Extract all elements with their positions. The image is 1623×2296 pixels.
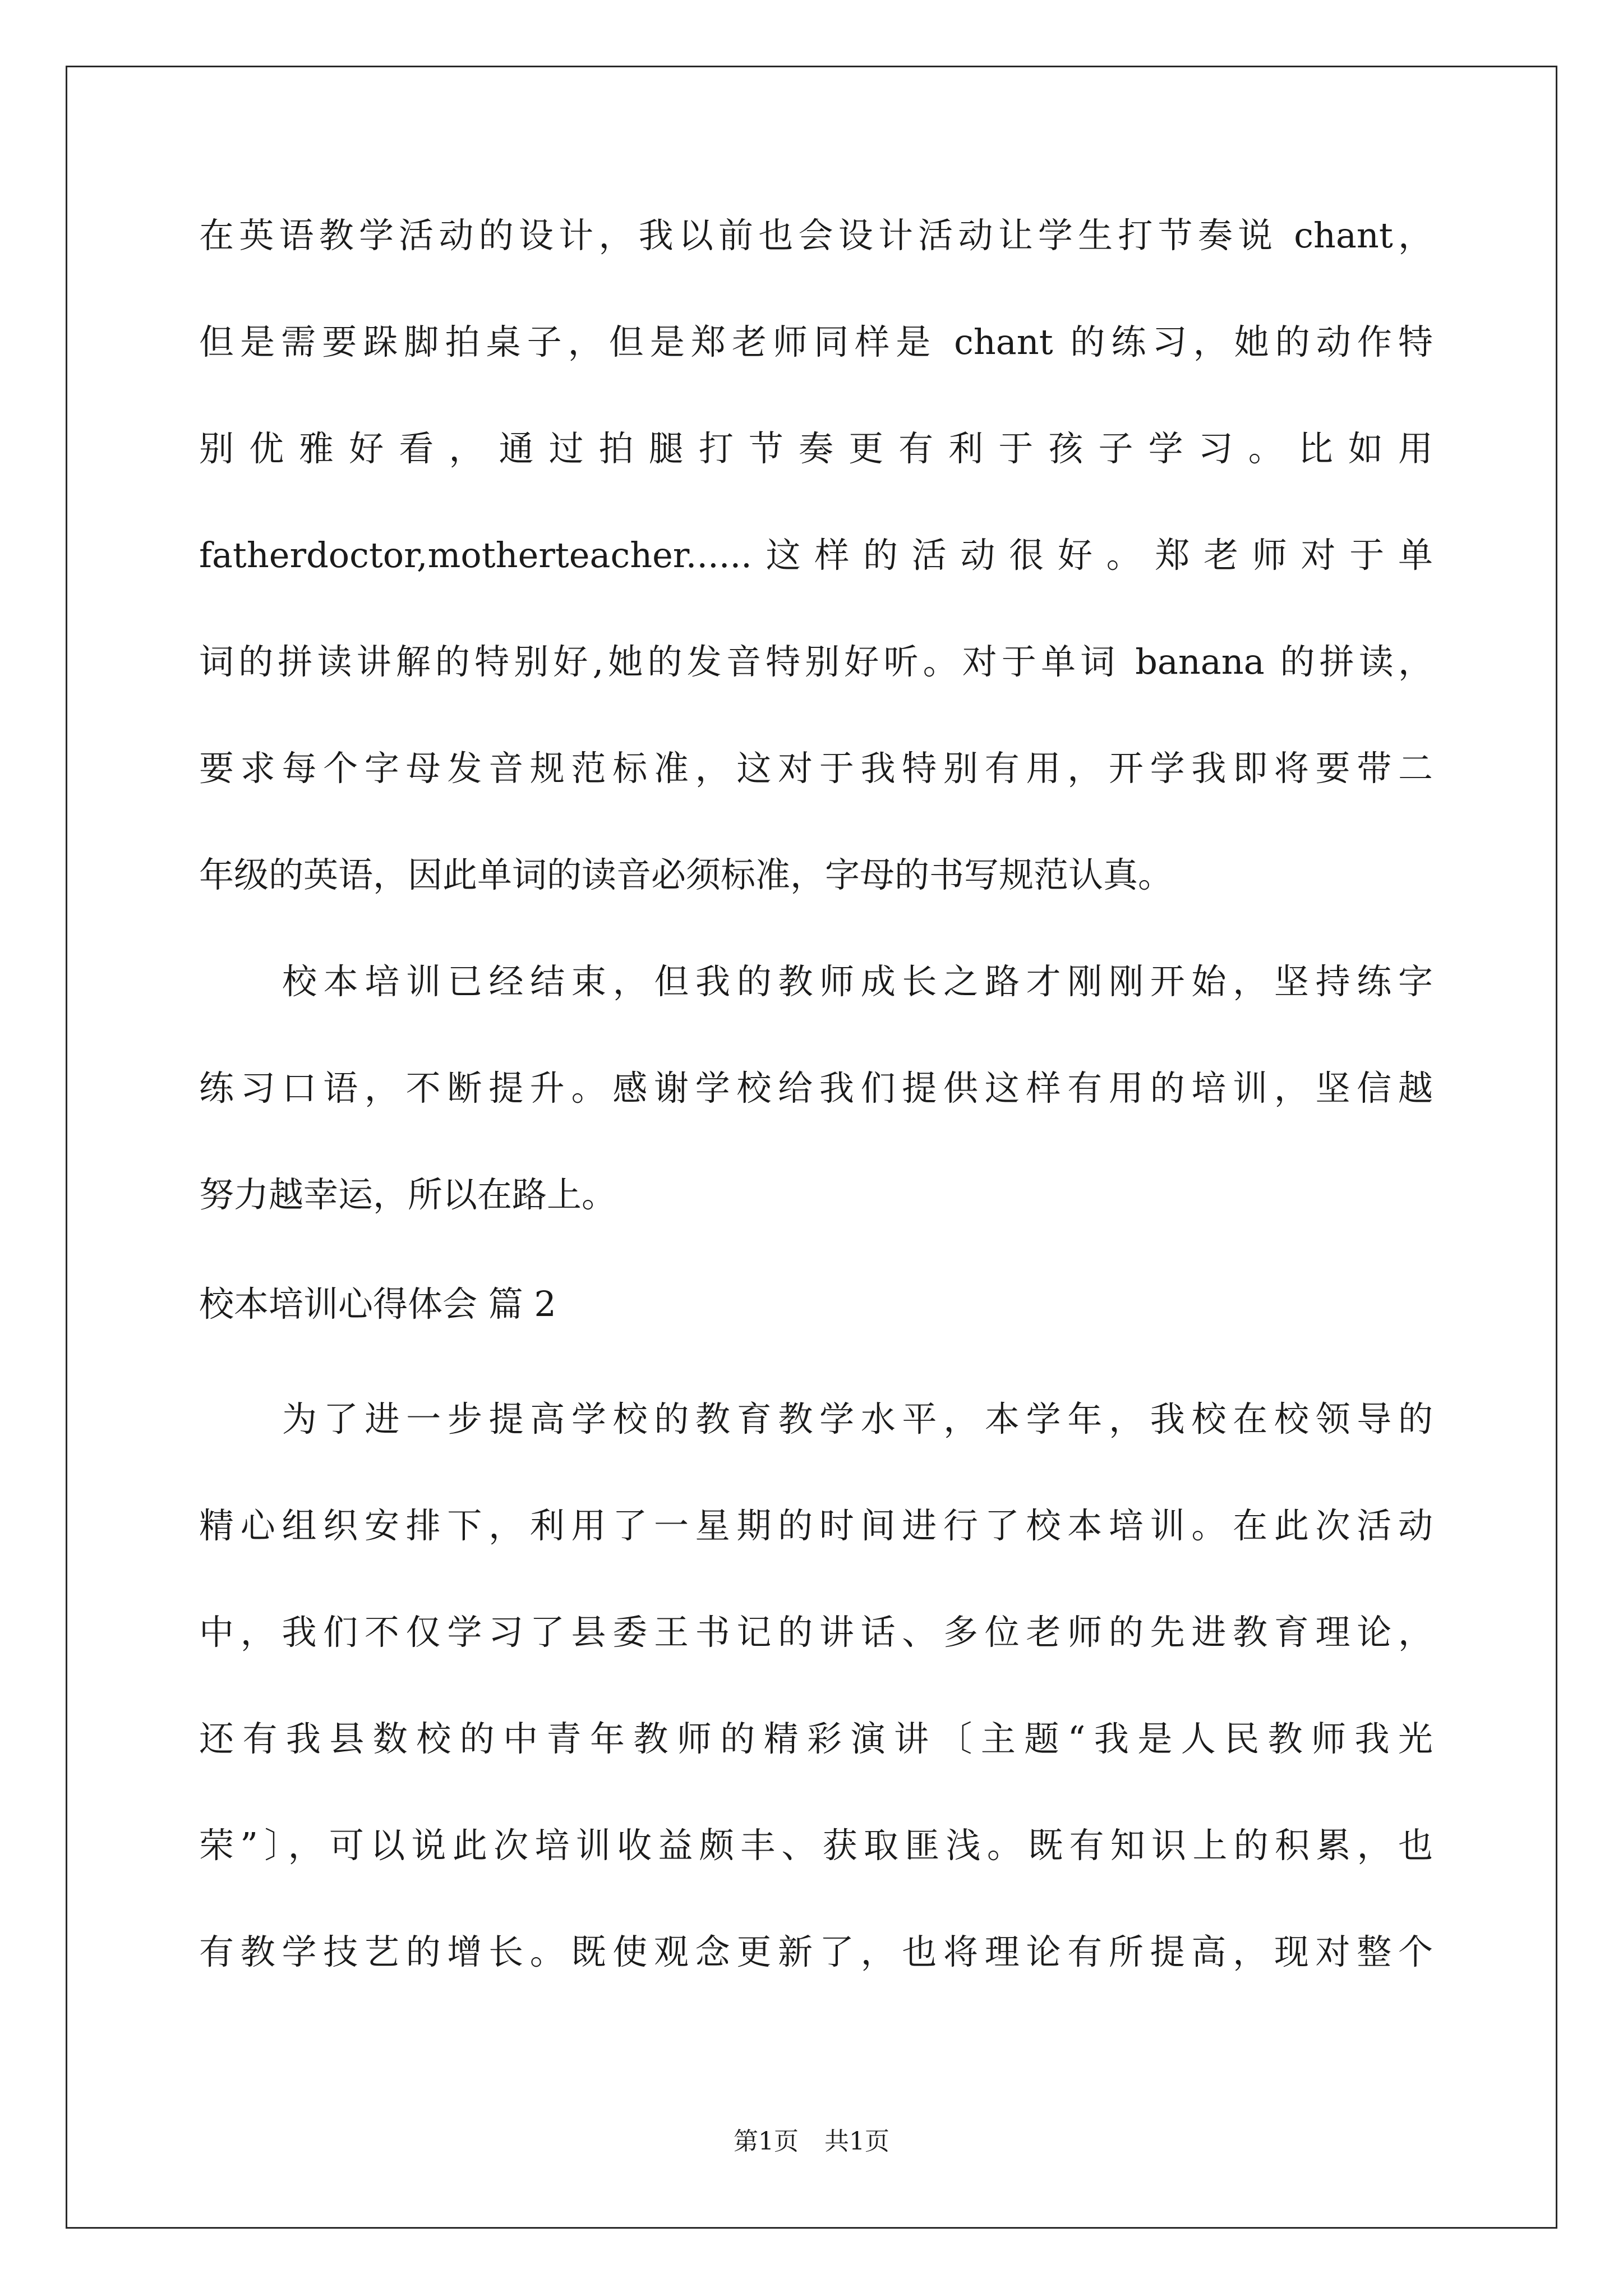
paragraph-line: 有教学技艺的增长。既使观念更新了，也将理论有所提高，现对整个: [199, 1931, 1433, 1972]
page-number: 第1页: [734, 2127, 799, 2156]
paragraph-line: 为了进一步提高学校的教育教学水平，本学年，我校在校领导的: [282, 1398, 1433, 1439]
paragraph-line: 还有我县数校的中青年教师的精彩演讲〔主题“我是人民教师我光: [199, 1718, 1433, 1759]
paragraph-line: 别 优 雅 好 看 ， 通 过 拍 腿 打 节 奏 更 有 利 于 孩 子 学 习 。 比 如 用: [199, 428, 1433, 469]
paragraph-line: 要求每个字母发音规范标准，这对于我特别有用，开学我即将要带二: [199, 748, 1433, 789]
paragraph-line: fatherdoctor,motherteacher......这样的活动很好。郑老师对于单: [199, 535, 1433, 576]
section-heading: 校本培训心得体会 篇 2: [199, 1283, 556, 1324]
paragraph-line: 中，我们不仅学习了县委王书记的讲话、多位老师的先进教育理论，: [199, 1612, 1433, 1653]
page-footer: [0, 2126, 1623, 2157]
paragraph-line: 精心组织安排下，利用了一星期的时间进行了校本培训。在此次活动: [199, 1505, 1433, 1546]
paragraph-line: 在英语教学活动的设计，我以前也会设计活动让学生打节奏说 chant，: [199, 215, 1433, 256]
paragraph-line: 年级的英语，因此单词的读音必须标准，字母的书写规范认真。: [199, 854, 1173, 895]
page-total: 共1页: [824, 2127, 889, 2156]
page-border: [66, 66, 1557, 2229]
paragraph-line: 努力越幸运，所以在路上。: [199, 1174, 617, 1215]
paragraph-line: 但是需要跺脚拍桌子，但是郑老师同样是 chant 的练习，她的动作特: [199, 321, 1433, 362]
paragraph-line: 练习口语，不断提升。感谢学校给我们提供这样有用的培训，坚信越: [199, 1068, 1433, 1108]
paragraph-line: 荣”〕，可以说此次培训收益颇丰、获取匪浅。既有知识上的积累，也: [199, 1825, 1433, 1866]
paragraph-line: 校本培训已经结束，但我的教师成长之路才刚刚开始，坚持练字: [282, 961, 1433, 1002]
paragraph-line: 词的拼读讲解的特别好,她的发音特别好听。对于单词 banana 的拼读，: [199, 641, 1433, 682]
